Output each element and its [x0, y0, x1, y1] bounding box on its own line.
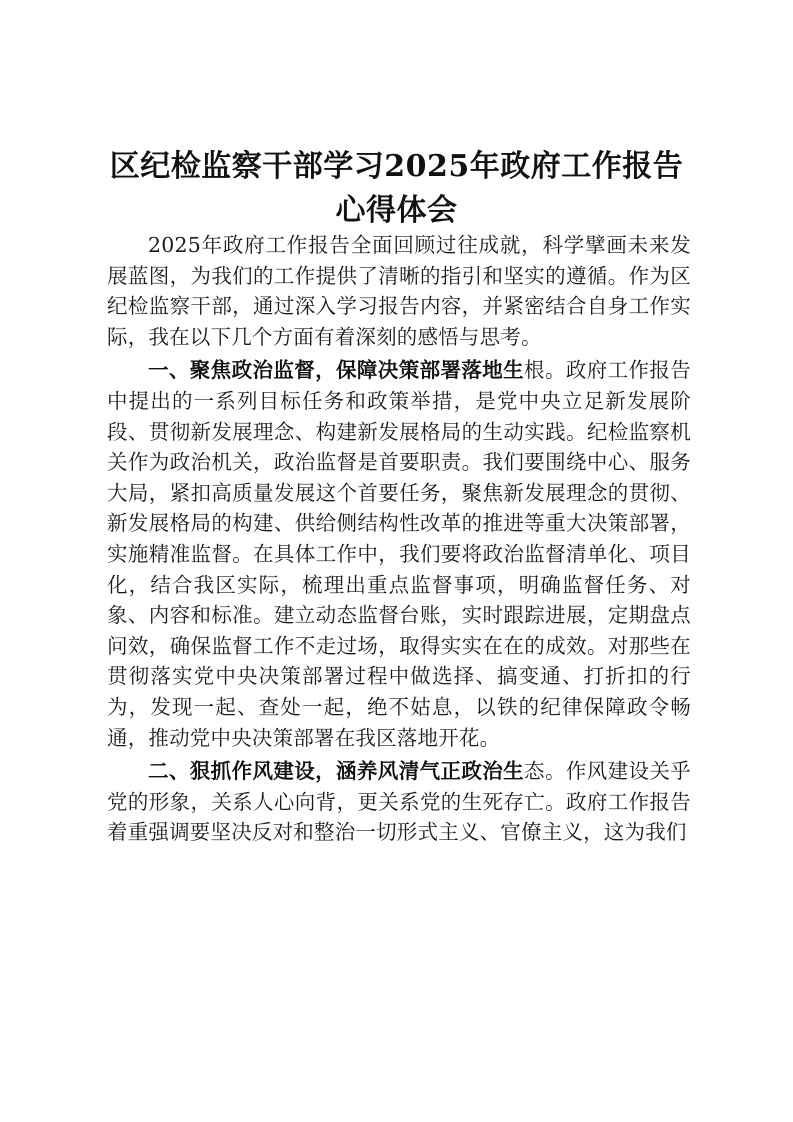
section-2-heading: 二、狠抓作风建设，涵养风清气正政治生: [148, 759, 525, 784]
section-1-heading: 一、聚焦政治监督，保障决策部署落地生: [148, 358, 525, 383]
page-title: 区纪检监察干部学习2025年政府工作报告心得体会: [109, 149, 684, 228]
section-1-paragraph: [107, 355, 691, 753]
document-body: [107, 230, 691, 848]
intro-paragraph: 2025年政府工作报告全面回顾过往成就，科学擘画未来发展蓝图，为我们的工作提供了清晰的指引和坚实的遵循。作为区纪检监察干部，通过深入学习报告内容，并紧密结合自身工作实际，我在以下几个方面有着深刻的感悟与思考。: [107, 233, 691, 349]
section-2-body: 态。作风建设关乎党的形象，关系人心向背，更关系党的生死存亡。政府工作报告着重强调要坚决反对和整治一切形式主义、官僚主义，这为我们: [107, 759, 691, 845]
section-1-body: 根。政府工作报告中提出的一系列目标任务和政策举措，是党中央立足新发展阶段、贯彻新发展理念、构建新发展格局的生动实践。纪检监察机关作为政治机关，政治监督是首要职责。我们要围绕中心、服务大局，紧扣高质量发展这个首要任务，聚焦新发展理念的贯彻、新发展格局的构建、供给侧结构性改革的推进等重大决策部署，实施精准监督。在具体工作中，我们要将政治监督清单化、项目化，结合我区实际，梳理出重点监督事项，明确监督任务、对象、内容和标准。建立动态监督台账，实时跟踪进展，定期盘点问效，确保监督工作不走过场，取得实实在在的成效。对那些在贯彻落实党中央决策部署过程中做选择、搞变通、打折扣的行为，发现一起、查处一起，绝不姑息，以铁的纪律保障政令畅通，推动党中央决策部署在我区落地开花。: [107, 358, 691, 750]
section-2-paragraph: [107, 756, 691, 848]
